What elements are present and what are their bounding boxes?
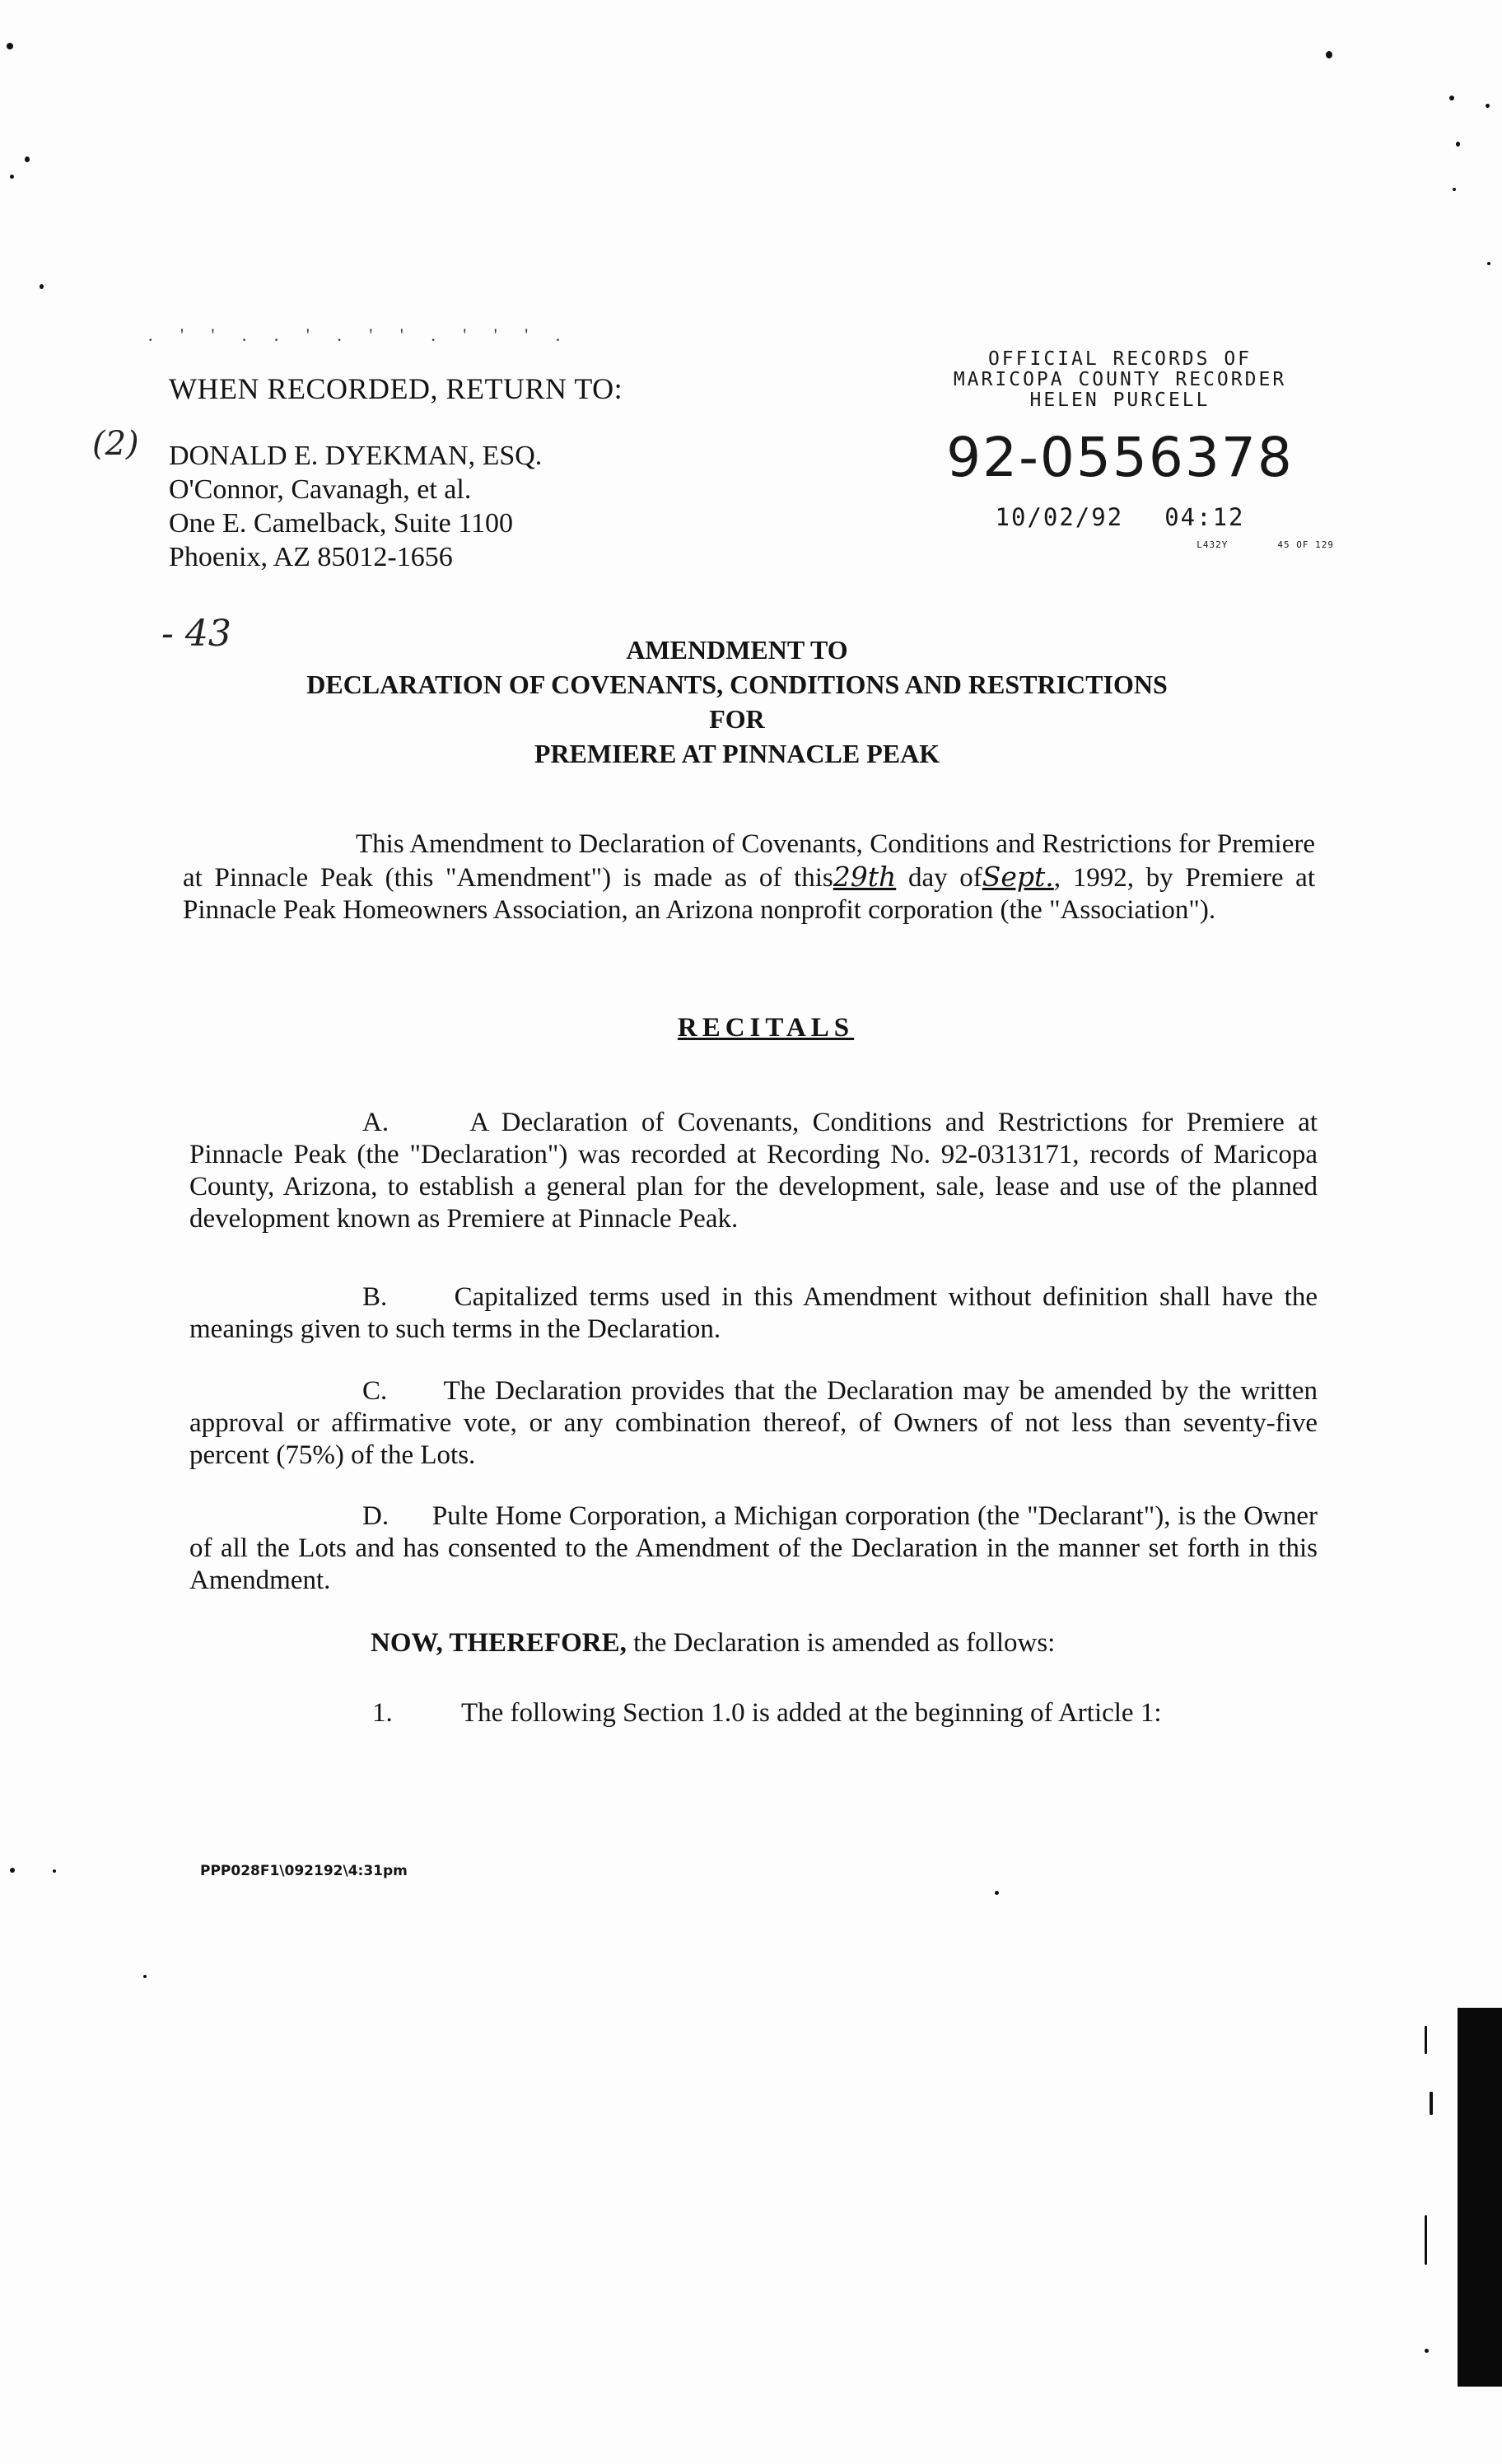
recording-date: 10/02/92 [995, 503, 1124, 531]
item-text: The following Section 1.0 is added at the beginning of Article 1: [461, 1698, 1162, 1728]
scan-speck [7, 43, 13, 49]
return-to-firm: O'Connor, Cavanagh, et al. [169, 474, 472, 505]
recitals-heading: RECITALS [677, 1013, 855, 1043]
recital-letter: D. [362, 1501, 389, 1531]
document-title [198, 632, 1276, 771]
amendment-item-1 [372, 1698, 1443, 1729]
recording-time: 04:12 [1164, 503, 1245, 531]
title-line-2: DECLARATION OF COVENANTS, CONDITIONS AND RESTRICTIONS [306, 670, 1168, 699]
return-to-heading: WHEN RECORDED, RETURN TO: [169, 372, 623, 405]
scan-speck [53, 1869, 56, 1873]
scan-speck [1486, 104, 1490, 108]
scan-speck [1453, 188, 1456, 191]
scan-speck [40, 284, 44, 289]
recording-code-right: 45 OF 129 [1277, 539, 1334, 550]
scan-speck [1449, 96, 1454, 100]
recording-codes [906, 539, 1334, 550]
scan-speck [1425, 2215, 1427, 2265]
recital-a [189, 1107, 1318, 1235]
intro-day-handwritten: 29th [833, 861, 897, 893]
item-number: 1. [372, 1698, 393, 1728]
scan-speck [1425, 2349, 1429, 2353]
intro-paragraph [183, 828, 1315, 926]
return-to-city: Phoenix, AZ 85012-1656 [169, 542, 453, 572]
recital-d [189, 1500, 1318, 1597]
now-therefore-rest: the Declaration is amended as follows: [626, 1628, 1056, 1658]
title-line-1: AMENDMENT TO [626, 635, 848, 665]
recital-text: A Declaration of Covenants, Conditions and Restrictions for Premiere at Pinnacle Peak (the "Declaration") was recorded at Recording No. 92-0313171, records of Maricopa County, Arizona, to establish a general plan for the development, sale, lease and use of the planned development known as Premiere at Pinnacle Peak. [189, 1108, 1318, 1234]
intro-text-start: This Amendment to Declaration of Covenants, Conditions and Restrictions for Premiere at Pinnacle Peak (this "Amendment") is made as of this [183, 829, 1315, 893]
scan-speck [10, 175, 14, 179]
handwritten-margin-number: (2) [92, 425, 139, 463]
recording-number: 92-0556378 [946, 426, 1294, 489]
scan-speck [1456, 142, 1460, 147]
recital-b [189, 1281, 1318, 1346]
scan-edge-bar [1458, 2008, 1502, 2387]
now-therefore-line [371, 1628, 1359, 1659]
recital-letter: A. [362, 1108, 389, 1137]
now-therefore-bold: NOW, THEREFORE, [371, 1628, 627, 1658]
recorder-line-2: MARICOPA COUNTY RECORDER [953, 369, 1287, 390]
scan-speck [143, 1975, 147, 1978]
intro-month-handwritten: Sept. [982, 861, 1054, 893]
recital-text: Capitalized terms used in this Amendment without definition shall have the meanings given to such terms in the Declaration. [189, 1282, 1318, 1344]
recital-letter: B. [362, 1282, 388, 1312]
recorder-line-3: HELEN PURCELL [1029, 390, 1210, 411]
recorder-line-1: OFFICIAL RECORDS OF [987, 348, 1252, 370]
recorder-stamp [906, 349, 1334, 550]
recital-c [189, 1375, 1318, 1472]
scan-speck [1326, 51, 1332, 58]
return-to-block [169, 372, 623, 574]
scan-speck [995, 1891, 999, 1895]
recording-code-left: L432Y [1196, 539, 1229, 550]
recital-letter: C. [362, 1376, 388, 1406]
title-line-4: PREMIERE AT PINNACLE PEAK [534, 739, 940, 768]
intro-text-end: , 1992, by Premiere at Pinnacle Peak Homeowners Association, an Arizona nonprofit corporation (the "Association"). [183, 863, 1316, 925]
scan-noise-dots: . ' ' . . ' . ' ' . ' ' ' . [148, 324, 572, 345]
recital-text: The Declaration provides that the Declaration may be amended by the written approval or affirmative vote, or any combination thereof, of Owners of not less than seventy-five percent (75%) of the Lots. [189, 1376, 1318, 1470]
scan-speck [10, 1868, 15, 1873]
return-to-street: One E. Camelback, Suite 1100 [169, 508, 513, 539]
handwritten-page-mark: - 43 [161, 613, 231, 655]
footer-file-code: PPP028F1\092192\4:31pm [200, 1863, 408, 1879]
return-to-name: DONALD E. DYEKMAN, ESQ. [169, 441, 543, 471]
scan-speck [1425, 2026, 1427, 2054]
scan-speck [25, 156, 30, 162]
recital-text: Pulte Home Corporation, a Michigan corporation (the "Declarant"), is the Owner of all the Lots and has consented to the Amendment of the Declaration in the manner set forth in this Amendment. [189, 1501, 1318, 1595]
scan-speck [1430, 2092, 1433, 2115]
scan-speck [1487, 262, 1490, 265]
intro-text-mid: day of [907, 863, 982, 893]
recording-datetime [906, 503, 1334, 531]
title-line-3: FOR [709, 704, 765, 734]
